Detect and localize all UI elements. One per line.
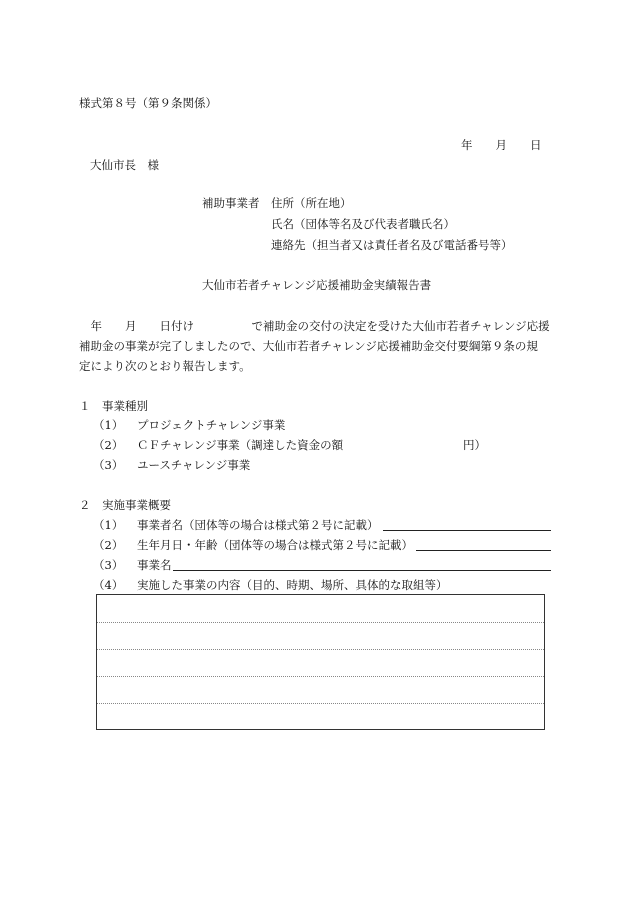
- section2-item-1-num: （1）: [93, 518, 124, 532]
- section1-item-3-num: （3）: [93, 458, 124, 472]
- section2-item-2-text: 生年月日・年齢（団体等の場合は様式第２号に記載）: [137, 538, 413, 552]
- body-line-1: 年 月 日付け で補助金の交付の決定を受けた大仙市若者チャレンジ応援: [79, 319, 550, 333]
- addressee: 大仙市長 様: [90, 158, 159, 172]
- form-number: 様式第８号（第９条関係）: [79, 96, 217, 110]
- body-line-3: 定により次のとおり報告します。: [79, 359, 251, 373]
- section1-item-2-num: （2）: [93, 438, 124, 452]
- section1-item-1-num: （1）: [93, 418, 124, 432]
- section1-item-2-text: ＣＦチャレンジ事業（調達した資金の額: [137, 438, 344, 452]
- project-details-textarea[interactable]: [96, 594, 545, 730]
- section2-item-3-text: 事業名: [137, 558, 172, 572]
- date-line: 年 月 日: [461, 138, 542, 152]
- applicant-name: 氏名（団体等名及び代表者職氏名）: [271, 217, 455, 231]
- section1-item-3-text: ユースチャレンジ事業: [137, 458, 251, 472]
- applicant-label: 補助事業者: [202, 196, 260, 210]
- business-name-field[interactable]: [383, 518, 551, 531]
- section1-item-1-text: プロジェクトチャレンジ事業: [137, 418, 286, 432]
- section2-item-2-num: （2）: [93, 538, 124, 552]
- section1-item-2-suffix: 円）: [463, 438, 486, 452]
- section2-item-4-num: （4）: [93, 578, 124, 592]
- section2-item-3-num: （3）: [93, 558, 124, 572]
- section2-item-4-text: 実施した事業の内容（目的、時期、場所、具体的な取組等）: [137, 578, 448, 592]
- details-line: [97, 703, 544, 704]
- project-name-field[interactable]: [173, 558, 551, 571]
- details-line: [97, 649, 544, 650]
- applicant-address: 住所（所在地）: [271, 196, 352, 210]
- birthdate-age-field[interactable]: [416, 538, 551, 551]
- details-line: [97, 676, 544, 677]
- document-title: 大仙市若者チャレンジ応援補助金実績報告書: [202, 278, 432, 292]
- section2-item-1-text: 事業者名（団体等の場合は様式第２号に記載）: [137, 518, 379, 532]
- body-line-2: 補助金の事業が完了しましたので、大仙市若者チャレンジ応援補助金交付要綱第９条の規: [79, 339, 538, 353]
- section1-heading: １ 事業種別: [79, 399, 148, 413]
- applicant-contact: 連絡先（担当者又は責任者名及び電話番号等）: [271, 238, 513, 252]
- section2-heading: ２ 実施事業概要: [79, 498, 171, 512]
- details-line: [97, 622, 544, 623]
